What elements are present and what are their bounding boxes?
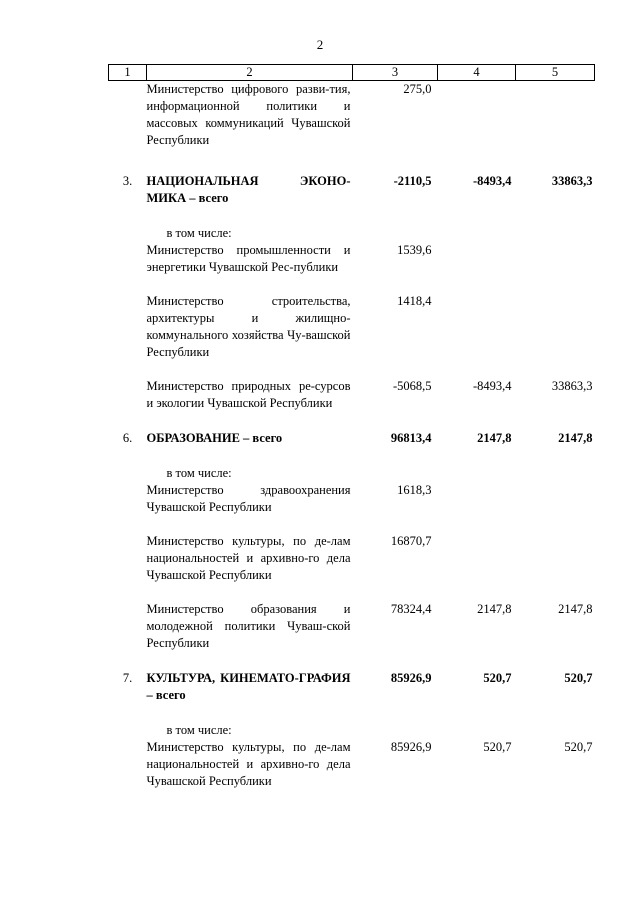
column-header: 3 bbox=[353, 65, 438, 81]
row-number: 6. bbox=[122, 431, 133, 445]
value-col4: 2147,8 bbox=[477, 431, 512, 445]
section-row bbox=[109, 430, 595, 465]
empty-cell bbox=[109, 225, 147, 242]
value-col4 bbox=[438, 242, 516, 293]
column-header: 5 bbox=[516, 65, 595, 81]
value-col3: 85926,9 bbox=[390, 671, 432, 685]
row-name: Министерство строительства, архитектуры и жилищно-коммунального хозяйства Чу-вашской Республики bbox=[146, 294, 351, 359]
subheading-cell bbox=[147, 465, 595, 482]
value-col5: 2147,8 bbox=[558, 602, 593, 616]
value-col5 bbox=[516, 482, 595, 533]
table-row bbox=[109, 482, 595, 533]
value-col5 bbox=[516, 293, 595, 378]
value-col4 bbox=[438, 533, 516, 601]
row-name: Министерство промышленности и энергетики Чувашской Рес-публики bbox=[146, 243, 351, 274]
row-name: КУЛЬТУРА, КИНЕМАТО-ГРАФИЯ – всего bbox=[146, 671, 351, 702]
value-col4: 520,7 bbox=[483, 671, 512, 685]
value-col3: 85926,9 bbox=[390, 740, 432, 754]
value-col4: -8493,4 bbox=[472, 379, 512, 393]
subheading-text: в том числе: bbox=[166, 723, 232, 737]
value-col4: 2147,8 bbox=[477, 602, 512, 616]
page-number: 2 bbox=[316, 37, 324, 52]
row-number bbox=[109, 81, 147, 174]
value-col5: 33863,3 bbox=[551, 379, 593, 393]
table-row bbox=[109, 739, 595, 790]
value-col5 bbox=[516, 533, 595, 601]
row-name: Министерство цифрового разви-тия, информационной политики и массовых коммуникаций Чувашской Республики bbox=[146, 82, 351, 147]
section-row bbox=[109, 173, 595, 225]
empty-cell bbox=[109, 465, 147, 482]
value-col5 bbox=[516, 242, 595, 293]
empty-cell bbox=[109, 722, 147, 739]
row-name: Министерство природных ре-сурсов и экологии Чувашской Республики bbox=[146, 379, 351, 410]
row-number bbox=[109, 533, 147, 601]
value-col3: 1418,4 bbox=[397, 294, 432, 308]
value-col5: 520,7 bbox=[564, 740, 593, 754]
budget-table bbox=[108, 64, 595, 790]
section-row bbox=[109, 670, 595, 722]
row-name: Министерство культуры, по де-лам национальностей и архивно-го дела Чувашской Республики bbox=[146, 740, 351, 788]
value-col4 bbox=[438, 81, 516, 174]
value-col5 bbox=[516, 81, 595, 174]
row-number bbox=[109, 242, 147, 293]
row-number bbox=[109, 293, 147, 378]
row-name: Министерство образования и молодежной политики Чуваш-ской Республики bbox=[146, 602, 351, 650]
column-header: 1 bbox=[109, 65, 147, 81]
table-row bbox=[109, 293, 595, 378]
row-number bbox=[109, 482, 147, 533]
column-header: 4 bbox=[438, 65, 516, 81]
row-number: 7. bbox=[122, 671, 133, 685]
value-col3: 96813,4 bbox=[390, 431, 432, 445]
row-name: Министерство культуры, по де-лам национальностей и архивно-го дела Чувашской Республики bbox=[146, 534, 351, 582]
row-name: НАЦИОНАЛЬНАЯ ЭКОНО-МИКА – всего bbox=[146, 174, 351, 205]
table-row bbox=[109, 601, 595, 670]
row-number bbox=[109, 739, 147, 790]
column-header: 2 bbox=[147, 65, 353, 81]
value-col4 bbox=[438, 293, 516, 378]
value-col4: 520,7 bbox=[483, 740, 512, 754]
row-name: ОБРАЗОВАНИЕ – всего bbox=[146, 431, 283, 445]
value-col3: -5068,5 bbox=[392, 379, 432, 393]
table-row bbox=[109, 378, 595, 430]
value-col5: 2147,8 bbox=[558, 431, 593, 445]
subheading-text: в том числе: bbox=[166, 226, 232, 240]
value-col4 bbox=[438, 482, 516, 533]
table-row bbox=[109, 242, 595, 293]
subheading-cell bbox=[147, 722, 595, 739]
table-body bbox=[109, 81, 595, 791]
subheading-row bbox=[109, 722, 595, 739]
value-col3: 1539,6 bbox=[397, 243, 432, 257]
value-col3: 78324,4 bbox=[390, 602, 432, 616]
subheading-row bbox=[109, 225, 595, 242]
row-name: Министерство здравоохранения Чувашской Республики bbox=[146, 483, 351, 514]
value-col3: 275,0 bbox=[403, 82, 432, 96]
row-number: 3. bbox=[122, 174, 133, 188]
subheading-cell bbox=[147, 225, 595, 242]
value-col5: 33863,3 bbox=[551, 174, 593, 188]
value-col3: 16870,7 bbox=[390, 534, 432, 548]
value-col4: -8493,4 bbox=[472, 174, 512, 188]
subheading-row bbox=[109, 465, 595, 482]
row-number bbox=[109, 378, 147, 430]
subheading-text: в том числе: bbox=[166, 466, 232, 480]
value-col3: -2110,5 bbox=[393, 174, 432, 188]
table-row bbox=[109, 533, 595, 601]
value-col5: 520,7 bbox=[564, 671, 593, 685]
value-col3: 1618,3 bbox=[397, 483, 432, 497]
row-number bbox=[109, 601, 147, 670]
table-header-row bbox=[109, 65, 595, 81]
table-row bbox=[109, 81, 595, 174]
